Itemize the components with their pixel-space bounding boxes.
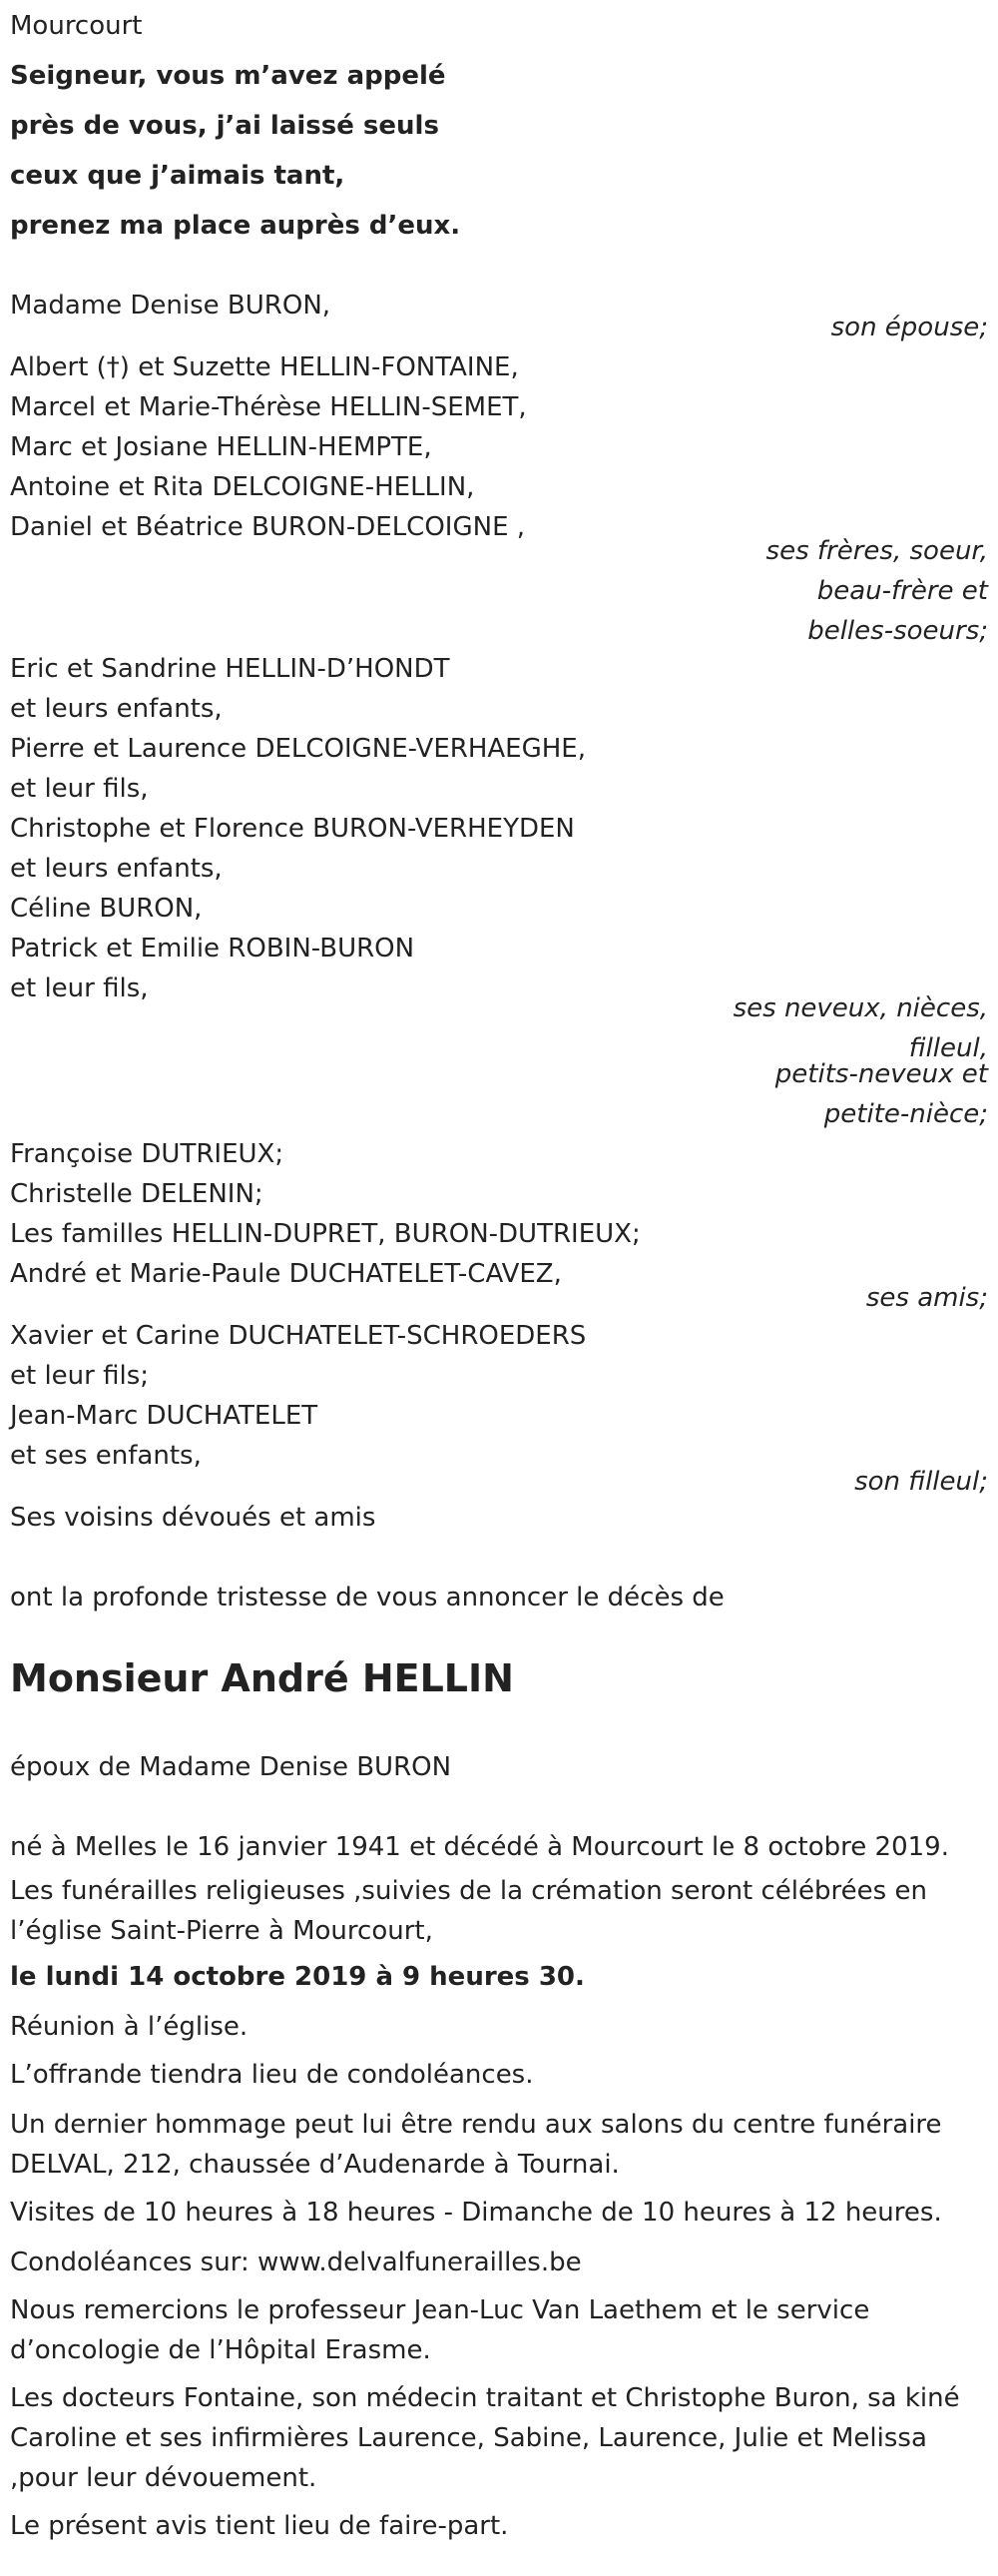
nephew-line: Pierre et Laurence DELCOIGNE-VERHAEGHE, [10,734,586,764]
nephew-line: et leurs enfants, [10,694,223,724]
offering-line: L’offrande tiendra lieu de condoléances. [10,2060,534,2090]
closing-line: Le présent avis tient lieu de faire-part. [10,2511,509,2541]
doctors-line: ,pour leur dévouement. [10,2463,317,2493]
sibling-line: Albert (†) et Suzette HELLIN-FONTAINE, [10,352,519,382]
doctors-line: Les docteurs Fontaine, son médecin traitant et Christophe Buron, sa kiné [10,2383,960,2413]
poem-line: prenez ma place auprès d’eux. [10,211,461,241]
siblings-relation-line: beau-frère et [816,576,988,606]
sibling-line: Marcel et Marie-Thérèse HELLIN-SEMET, [10,392,527,422]
spouse-name: Madame Denise BURON, [10,291,331,321]
poem-line: ceux que j’aimais tant, [10,161,345,191]
godson-line: Xavier et Carine DUCHATELET-SCHROEDERS [10,1321,587,1351]
visits-line: Visites de 10 heures à 18 heures - Dimanche de 10 heures à 12 heures. [10,2198,942,2228]
thanks-line: Nous remercions le professeur Jean-Luc Van Laethem et le service [10,2295,870,2325]
nephew-line: Patrick et Emilie ROBIN-BURON [10,934,415,964]
friend-line: Françoise DUTRIEUX; [10,1139,284,1169]
tribute-line: DELVAL, 212, chaussée d’Audenarde à Tournai. [10,2150,620,2180]
sibling-line: Daniel et Béatrice BURON-DELCOIGNE , [10,512,526,542]
announcement-line: ont la profonde tristesse de vous annoncer le décès de [10,1583,725,1612]
nephew-line: et leur fils, [10,973,149,1003]
friend-line: Les familles HELLIN-DUPRET, BURON-DUTRIEUX; [10,1219,641,1249]
nephews-relation-line: ses neveux, nièces, [733,993,988,1023]
tribute-line: Un dernier hommage peut lui être rendu aux salons du centre funéraire [10,2110,942,2140]
meeting-line: Réunion à l’église. [10,2012,249,2042]
nephew-line: et leurs enfants, [10,854,223,884]
funeral-line: l’église Saint-Pierre à Mourcourt, [10,1916,433,1946]
nephew-line: Céline BURON, [10,894,203,924]
sibling-line: Antoine et Rita DELCOIGNE-HELLIN, [10,472,475,502]
nephews-relation-line: petite-nièce; [823,1099,988,1129]
thanks-line: d’oncologie de l’Hôpital Erasme. [10,2335,431,2365]
nephew-line: Eric et Sandrine HELLIN-D’HONDT [10,654,450,684]
godson-line: Jean-Marc DUCHATELET [10,1401,318,1431]
poem-line: près de vous, j’ai laissé seuls [10,111,439,141]
nephews-relation-line: petits-neveux et [774,1059,988,1089]
place-name: Mourcourt [10,11,143,41]
nephew-line: Christophe et Florence BURON-VERHEYDEN [10,814,575,844]
condolences-line: Condoléances sur: www.delvalfunerailles.be [10,2248,582,2277]
deceased-name: Monsieur André HELLIN [10,1656,514,1700]
neighbors-line: Ses voisins dévoués et amis [10,1503,376,1533]
spouse-of-line: époux de Madame Denise BURON [10,1752,452,1782]
friend-line: Christelle DELENIN; [10,1179,263,1209]
siblings-relation-line: ses frères, soeur, [765,536,988,566]
poem-line: Seigneur, vous m’avez appelé [10,61,446,91]
friend-line: André et Marie-Paule DUCHATELET-CAVEZ, [10,1259,562,1289]
funeral-date: le lundi 14 octobre 2019 à 9 heures 30. [10,1962,585,1992]
nephew-line: et leur fils, [10,774,149,804]
birth-death-line: né à Melles le 16 janvier 1941 et décédé à Mourcourt le 8 octobre 2019. [10,1832,949,1862]
funeral-line: Les funérailles religieuses ,suivies de la crémation seront célébrées en [10,1876,927,1906]
godson-relation: son filleul; [854,1467,988,1497]
doctors-line: Caroline et ses infirmières Laurence, Sabine, Laurence, Julie et Melissa [10,2423,927,2453]
godson-line: et leur fils; [10,1361,150,1391]
nephews-relation-line: filleul, [908,1033,988,1063]
godson-line: et ses enfants, [10,1441,202,1471]
friends-relation: ses amis; [865,1283,988,1313]
siblings-relation-line: belles-soeurs; [807,616,988,646]
sibling-line: Marc et Josiane HELLIN-HEMPTE, [10,432,432,462]
spouse-relation: son épouse; [830,313,988,342]
